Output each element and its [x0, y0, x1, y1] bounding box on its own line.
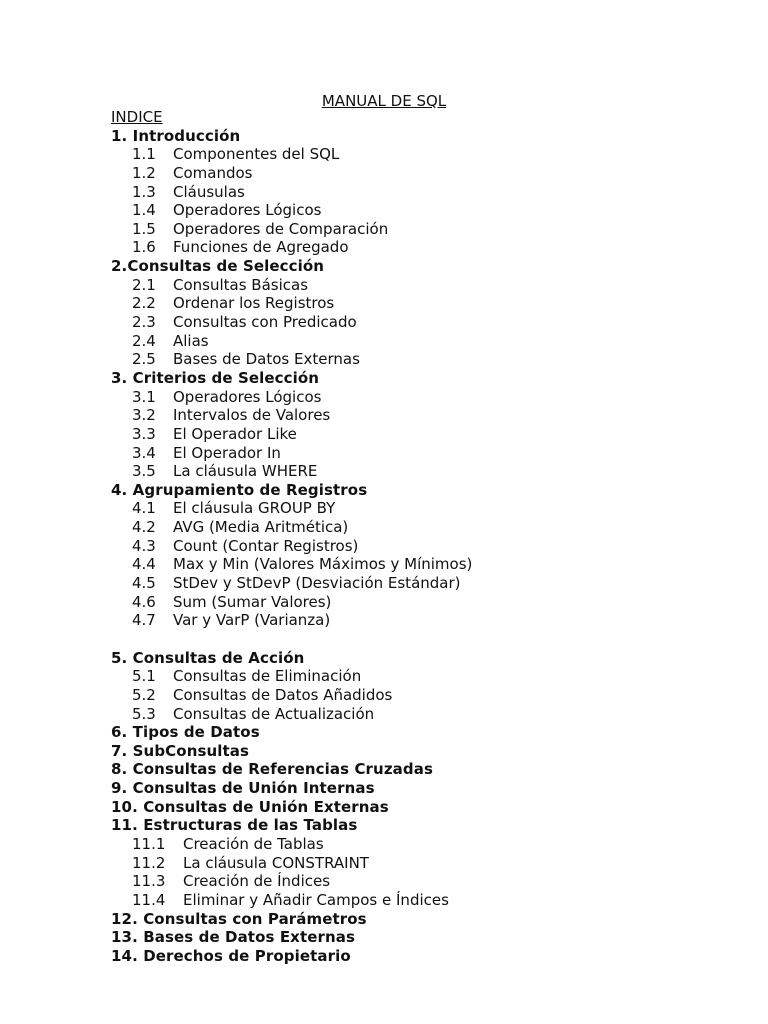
toc-number: 3.1 — [132, 387, 156, 406]
toc-subsection — [111, 294, 731, 313]
toc-label: Consultas Básicas — [173, 275, 309, 294]
toc-subsection — [111, 164, 731, 183]
toc-section: 1. Introducción — [111, 126, 241, 145]
toc-number: 2.4 — [132, 331, 156, 350]
toc-entries — [111, 127, 731, 966]
toc-label: Consultas de Actualización — [173, 704, 375, 723]
toc-label: Intervalos de Valores — [173, 406, 331, 425]
toc-subsection — [111, 276, 731, 295]
toc-label: Creación de Índices — [183, 872, 331, 891]
toc-number: 2.1 — [132, 275, 156, 294]
toc-label: Operadores Lógicos — [173, 387, 322, 406]
toc-subsection — [111, 332, 731, 351]
toc-label: Consultas de Eliminación — [173, 667, 362, 686]
toc-subsection — [111, 220, 731, 239]
toc-label: Max y Min (Valores Máximos y Mínimos) — [173, 555, 473, 574]
toc-number: 4.6 — [132, 592, 156, 611]
toc-section: 2.Consultas de Selección — [111, 257, 325, 276]
toc-number: 3.4 — [132, 443, 156, 462]
toc-number: 4.5 — [132, 574, 156, 593]
blank-line — [111, 630, 731, 649]
toc-subsection — [111, 611, 731, 630]
toc-subsection — [111, 499, 731, 518]
toc-subsection — [111, 201, 731, 220]
toc-section: 9. Consultas de Unión Internas — [111, 779, 375, 798]
toc-number: 1.6 — [132, 238, 156, 257]
toc-subsection — [111, 183, 731, 202]
toc-label: Comandos — [173, 163, 253, 182]
toc-section: 10. Consultas de Unión Externas — [111, 797, 389, 816]
toc-label: Bases de Datos Externas — [173, 350, 360, 369]
toc-number: 11.1 — [132, 834, 166, 853]
toc-label: Operadores Lógicos — [173, 201, 322, 220]
toc-subsection — [111, 593, 731, 612]
toc-subsection — [111, 313, 731, 332]
table-of-contents — [111, 108, 731, 965]
toc-subsection — [111, 518, 731, 537]
toc-number: 11.4 — [132, 890, 166, 909]
index-heading: INDICE — [111, 108, 163, 126]
toc-subsection — [111, 537, 731, 556]
toc-subsection — [111, 388, 731, 407]
toc-section: 12. Consultas con Parámetros — [111, 909, 367, 928]
toc-subsection — [111, 854, 731, 873]
toc-section: 7. SubConsultas — [111, 741, 250, 760]
toc-number: 2.5 — [132, 350, 156, 369]
toc-subsection — [111, 872, 731, 891]
toc-number: 1.1 — [132, 145, 156, 164]
toc-number: 5.3 — [132, 704, 156, 723]
toc-subsection — [111, 835, 731, 854]
toc-subsection — [111, 574, 731, 593]
toc-label: La cláusula CONSTRAINT — [183, 853, 369, 872]
toc-subsection — [111, 444, 731, 463]
toc-number: 3.2 — [132, 406, 156, 425]
toc-label: Creación de Tablas — [183, 834, 324, 853]
toc-label: Funciones de Agregado — [173, 238, 349, 257]
toc-number: 2.3 — [132, 313, 156, 332]
toc-number: 4.4 — [132, 555, 156, 574]
toc-label: Var y VarP (Varianza) — [173, 611, 331, 630]
toc-subsection — [111, 667, 731, 686]
toc-subsection — [111, 462, 731, 481]
document-title: MANUAL DE SQL — [321, 92, 447, 110]
toc-label: Componentes del SQL — [173, 145, 340, 164]
toc-subsection — [111, 686, 731, 705]
toc-subsection — [111, 891, 731, 910]
toc-section: 14. Derechos de Propietario — [111, 946, 351, 965]
toc-subsection — [111, 705, 731, 724]
toc-number: 11.2 — [132, 853, 166, 872]
toc-number: 5.1 — [132, 667, 156, 686]
toc-number: 11.3 — [132, 872, 166, 891]
toc-label: Eliminar y Añadir Campos e Índices — [183, 890, 449, 909]
toc-label: AVG (Media Aritmética) — [173, 518, 349, 537]
toc-label: El Operador In — [173, 443, 281, 462]
toc-section: 8. Consultas de Referencias Cruzadas — [111, 760, 433, 779]
toc-number: 2.2 — [132, 294, 156, 313]
toc-subsection — [111, 145, 731, 164]
toc-label: Alias — [173, 331, 209, 350]
toc-number: 1.2 — [132, 163, 156, 182]
toc-subsection — [111, 238, 731, 257]
toc-number: 5.2 — [132, 685, 156, 704]
toc-subsection — [111, 350, 731, 369]
toc-number: 4.2 — [132, 518, 156, 537]
toc-label: Consultas de Datos Añadidos — [173, 685, 393, 704]
toc-subsection — [111, 555, 731, 574]
toc-number: 1.4 — [132, 201, 156, 220]
toc-label: Ordenar los Registros — [173, 294, 335, 313]
toc-section: 3. Criterios de Selección — [111, 368, 320, 387]
toc-label: El cláusula GROUP BY — [173, 499, 336, 518]
toc-number: 3.3 — [132, 424, 156, 443]
toc-section: 11. Estructuras de las Tablas — [111, 816, 358, 835]
toc-subsection — [111, 406, 731, 425]
toc-label: Cláusulas — [173, 182, 245, 201]
toc-number: 1.5 — [132, 219, 156, 238]
toc-section: 4. Agrupamiento de Registros — [111, 480, 368, 499]
toc-label: StDev y StDevP (Desviación Estándar) — [173, 574, 461, 593]
toc-number: 4.1 — [132, 499, 156, 518]
toc-label: Operadores de Comparación — [173, 219, 389, 238]
toc-number: 1.3 — [132, 182, 156, 201]
toc-section: 6. Tipos de Datos — [111, 723, 260, 742]
toc-subsection — [111, 425, 731, 444]
toc-label: El Operador Like — [173, 424, 297, 443]
toc-number: 4.7 — [132, 611, 156, 630]
toc-number: 4.3 — [132, 536, 156, 555]
toc-label: Count (Contar Registros) — [173, 536, 359, 555]
toc-label: Sum (Sumar Valores) — [173, 592, 332, 611]
toc-section: 13. Bases de Datos Externas — [111, 928, 356, 947]
toc-section: 5. Consultas de Acción — [111, 648, 305, 667]
toc-label: La cláusula WHERE — [173, 462, 318, 481]
toc-label: Consultas con Predicado — [173, 313, 357, 332]
toc-number: 3.5 — [132, 462, 156, 481]
